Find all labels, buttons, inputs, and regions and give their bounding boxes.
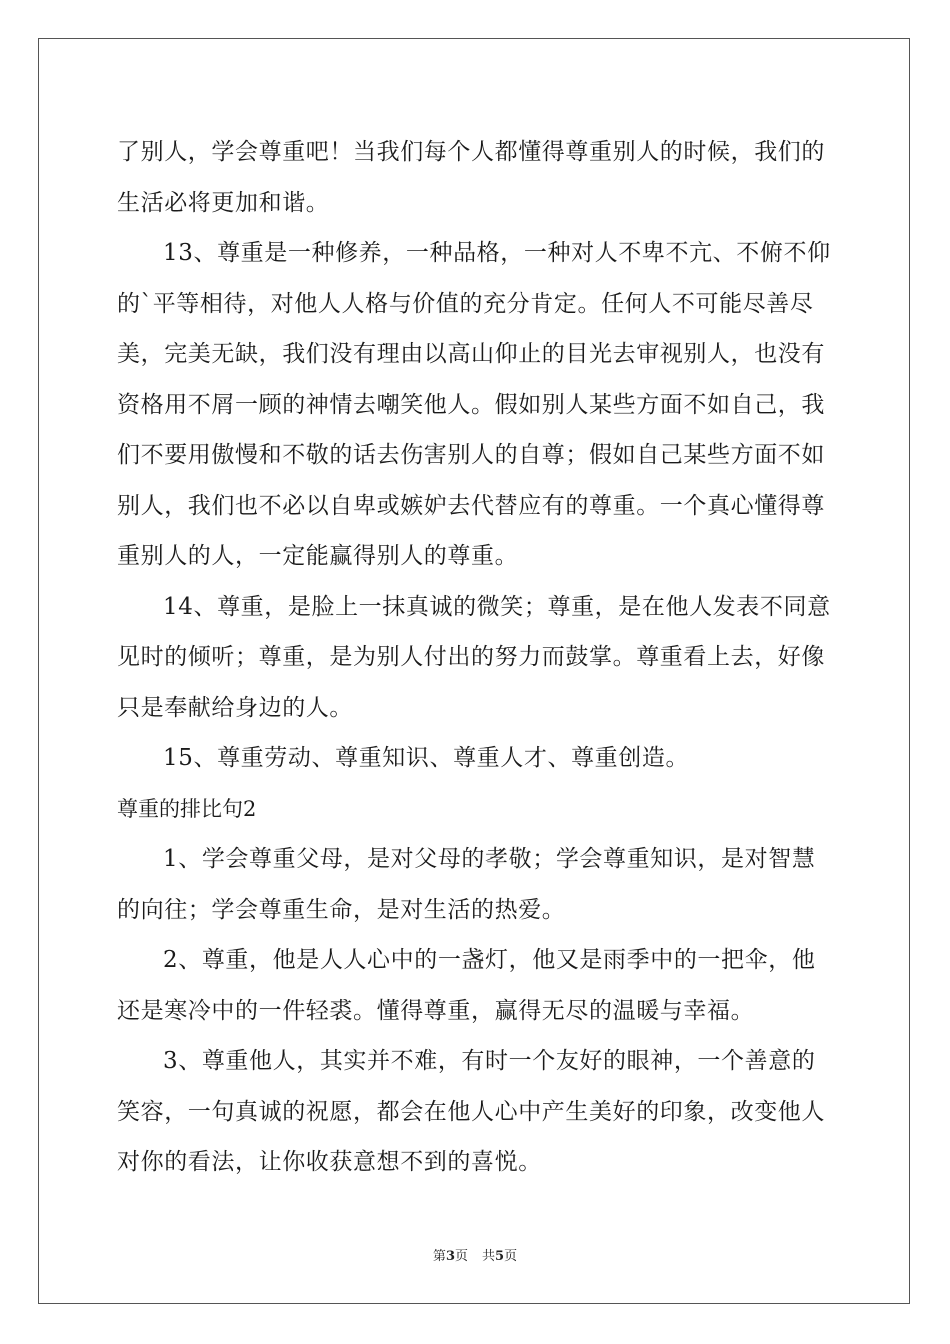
text-line: 的向往；学会尊重生命，是对生活的热爱。: [117, 896, 566, 923]
document-body: [117, 127, 837, 1188]
text-line: 了别人，学会尊重吧！当我们每个人都懂得尊重别人的时候，我们的: [117, 139, 825, 165]
text-line: 对你的看法，让你收获意想不到的喜悦。: [117, 1149, 542, 1175]
text-line: 2、尊重，他是人人心中的一盏灯，他又是雨季中的一把伞，他: [163, 947, 816, 973]
section-heading: 尊重的排比句2: [117, 796, 257, 821]
text-line: 见时的倾听；尊重，是为别人付出的努力而鼓掌。尊重看上去，好像: [117, 644, 825, 670]
page-suffix: 页: [454, 1249, 468, 1264]
page-footer: [0, 1245, 950, 1264]
text-line: 资格用不屑一顾的神情去嘲笑他人。假如别人某些方面不如自己，我: [117, 391, 825, 418]
text-line: 美，完美无缺，我们没有理由以高山仰止的目光去审视别人，也没有: [117, 341, 825, 367]
current-page-number: 3: [445, 1249, 455, 1264]
page-prefix: 第: [432, 1249, 446, 1264]
text-line: 笑容，一句真诚的祝愿，都会在他人心中产生美好的印象，改变他人: [117, 1098, 825, 1125]
text-line: 13、尊重是一种修养，一种品格，一种对人不卑不亢、不俯不仰: [163, 240, 831, 266]
text-line: 重别人的人，一定能赢得别人的尊重。: [117, 543, 519, 569]
text-line: 的`平等相待，对他人人格与价值的充分肯定。任何人不可能尽善尽: [117, 290, 814, 317]
text-line: 只是奉献给身边的人。: [117, 694, 353, 721]
text-line: 还是寒冷中的一件轻裘。懂得尊重，赢得无尽的温暖与幸福。: [117, 997, 755, 1024]
text-line: 别人，我们也不必以自卑或嫉妒去代替应有的尊重。一个真心懂得尊: [117, 492, 825, 519]
total-prefix: 共: [482, 1249, 496, 1264]
total-suffix: 页: [504, 1249, 518, 1264]
text-line: 14、尊重，是脸上一抹真诚的微笑；尊重，是在他人发表不同意: [163, 593, 831, 620]
text-line: 1、学会尊重父母，是对父母的孝敬；学会尊重知识，是对智慧: [163, 846, 816, 872]
text-line: 15、尊重劳动、尊重知识、尊重人才、尊重创造。: [163, 745, 690, 771]
text-line: 生活必将更加和谐。: [117, 189, 330, 216]
text-line: 们不要用傲慢和不敬的话去伤害别人的自尊；假如自己某些方面不如: [117, 442, 825, 468]
text-line: 3、尊重他人，其实并不难，有时一个友好的眼神，一个善意的: [163, 1048, 816, 1074]
total-pages-number: 5: [495, 1249, 505, 1264]
